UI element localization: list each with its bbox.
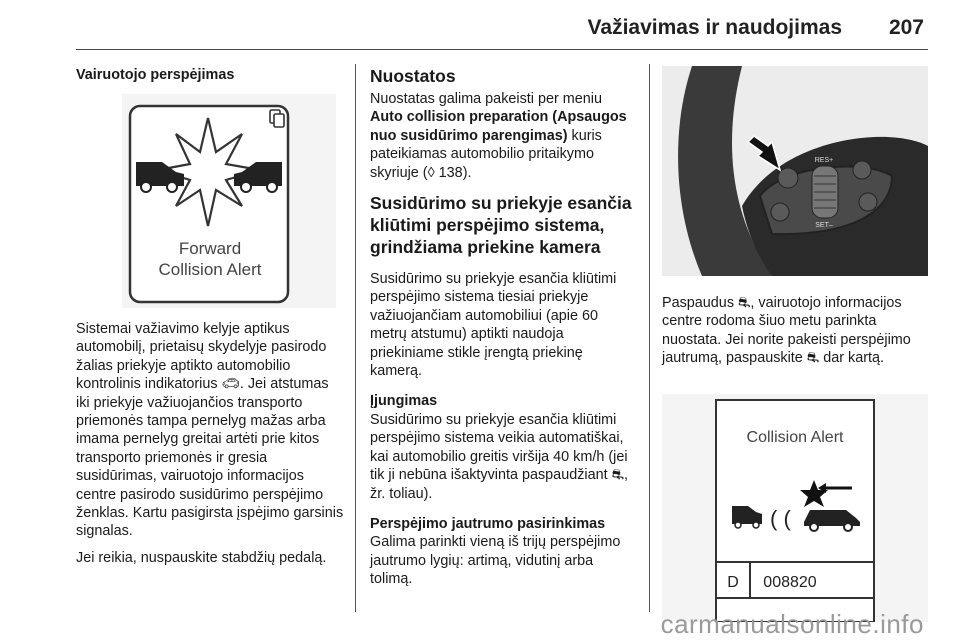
set-label: SET– bbox=[815, 222, 833, 229]
cruise-button bbox=[771, 203, 789, 221]
forward-collision-alert-illustration bbox=[122, 94, 336, 308]
text-span: Nuostatas galima pakeisti per meniu bbox=[370, 91, 602, 107]
paragraph: Jei reikia, nuspauskite stabdžių pedalą. bbox=[76, 549, 327, 566]
page-number: 207 bbox=[888, 16, 924, 39]
forward-collision-alert-figure bbox=[122, 94, 336, 308]
paragraph: Galima parinkti vieną iš trijų perspėjimo jautrumo lygių: artimą, vidutinį arba tolimą. bbox=[370, 534, 621, 588]
heading-system: Susidūrimo su priekyje esančia kliūtimi perspėjimo sistema, grindžiama priekine kamera bbox=[370, 193, 632, 258]
column-divider bbox=[355, 64, 356, 612]
watermark: carmanualsonline.info bbox=[660, 609, 924, 639]
column-left bbox=[76, 66, 344, 90]
wave-icon: ( ( bbox=[770, 506, 791, 531]
collision-alert-display-illustration bbox=[662, 394, 928, 622]
subheading-sensitivity: Perspėjimo jautrumo pasirinkimas bbox=[370, 515, 606, 532]
figure-label-line1: Forward bbox=[178, 239, 242, 258]
display-title: Collision Alert bbox=[746, 429, 844, 446]
menu-path-bold: Auto collision preparation (Apsaugos nuo susidūrimo parengimas) bbox=[370, 109, 627, 144]
paragraph: Sistemai važiavimo kelyje aptikus automobilį, prietaisų skydelyje pasirodo žalias priekyje aptikto automobilio kontrolinis indikatorius 🚗︎. Jei atstumas iki priekyje važiuojančios transporto priemonės tampa pernelyg mažas arba imama pernelyg greitai artėti prie kitos transporto priemonės ir gresia susidūrimas, vairuotojo informacijos centre pasirodo susidūrimo perspėjimo ženklas. Kartu pasigirsta įspėjimo garsinis signalas. bbox=[76, 321, 344, 540]
column-right-text bbox=[662, 294, 928, 376]
speed-limiter-button bbox=[853, 161, 871, 179]
column-divider bbox=[649, 64, 650, 612]
paragraph: Susidūrimo su priekyje esančia kliūtimi perspėjimo sistema tiesiai priekyje važiuojančiam automobiliui (apie 60 metrų atstumu) aptikti naudoja priekiniame stikle įrengtą priekinę kamerą. bbox=[370, 271, 617, 380]
header-rule bbox=[76, 49, 928, 50]
subheading-activation: Įjungimas bbox=[370, 393, 438, 410]
steering-wheel-illustration bbox=[662, 66, 928, 276]
display-left-cell: D bbox=[727, 574, 739, 591]
column-left-text bbox=[76, 320, 344, 575]
column-middle bbox=[370, 66, 636, 597]
arrow-pointer-icon bbox=[748, 136, 780, 170]
steering-wheel-figure bbox=[662, 66, 928, 276]
display-right-cell: 008820 bbox=[763, 574, 817, 591]
paragraph: Susidūrimo su priekyje esančia kliūtimi perspėjimo sistema veikia automatiškai, kai automobilio greitis viršija 40 km/h (jei tik ji nebūna išaktyvinta paspaudžiant ⛐, žr. toliau). bbox=[370, 411, 629, 502]
section-heading: Vairuotojo perspėjimas bbox=[76, 67, 235, 83]
lane-assist-button bbox=[859, 193, 877, 211]
res-label: RES+ bbox=[814, 157, 834, 164]
paragraph-settings bbox=[370, 90, 636, 182]
running-header-title: Važiavimas ir naudojimas bbox=[587, 16, 842, 39]
collision-alert-display-figure bbox=[662, 394, 928, 622]
paragraph: Paspaudus ⛐, vairuotojo informacijos centre rodoma šiuo metu parinkta nuostata. Jei norite pakeisti perspėjimo jautrumą, paspauskite ⛐ dar kartą. bbox=[662, 295, 911, 367]
text-span: kuris pateikiamas automobilio pritaikymo skyriuje (◊ 138). bbox=[370, 127, 602, 181]
heading-settings: Nuostatos bbox=[370, 66, 456, 86]
figure-label-line2: Collision Alert bbox=[158, 260, 262, 279]
